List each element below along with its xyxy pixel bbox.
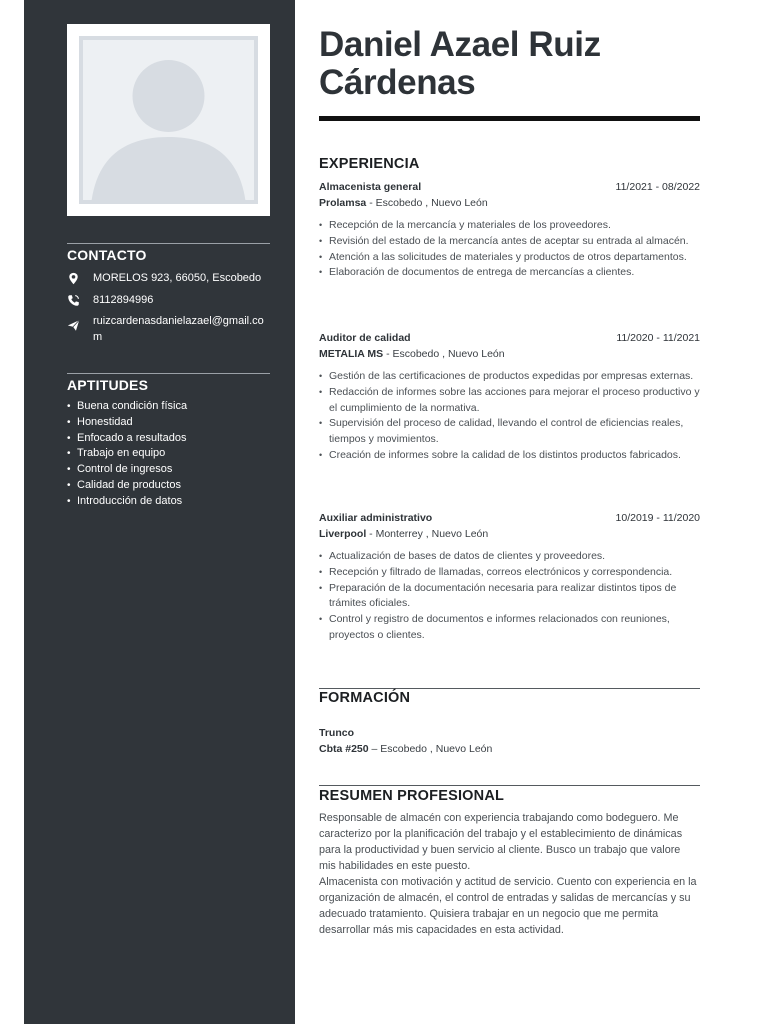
- contact-phone: [67, 292, 270, 308]
- job-dates: 11/2021 - 08/2022: [615, 181, 700, 193]
- skill-item: • Control de ingresos: [67, 462, 270, 478]
- phone-icon: [67, 292, 93, 308]
- experience-heading: EXPERIENCIA: [319, 156, 420, 172]
- summary-text: [319, 810, 700, 938]
- job-company: METALIA MS: [319, 348, 384, 360]
- job-duty: • Creación de informes sobre la calidad de los distintos productos fabricados.: [319, 448, 700, 464]
- education-school-line: [319, 741, 700, 757]
- contact-phone-text: 8112894996: [93, 294, 154, 306]
- job-duty: • Elaboración de documentos de entrega de mercancías a clientes.: [319, 265, 700, 281]
- skill-item: • Introducción de datos: [67, 494, 270, 510]
- profile-photo-frame: [67, 24, 270, 216]
- job-dates: 10/2019 - 11/2020: [615, 512, 700, 524]
- skill-item: • Enfocado a resultados: [67, 431, 270, 447]
- job-duties: [319, 218, 700, 281]
- candidate-name: [319, 26, 700, 102]
- job-duty: • Revisión del estado de la mercancía antes de aceptar su entrada al almacén.: [319, 234, 700, 250]
- job-duty: • Gestión de las certificaciones de productos expedidas por empresas externas.: [319, 369, 700, 385]
- summary-paragraph: Almacenista con motivación y actitud de servicio. Cuento con experiencia en la organización de almacén, el control de entradas y salidas de mercancías y su adecuado tratamiento. Quisiera trabajar en un negocio que me permita desarrollar más mis capacidades en esta actividad.: [319, 876, 697, 936]
- job-duty: • Redacción de informes sobre las acciones para mejorar el proceso productivo y el cumplimiento de la normativa.: [319, 385, 700, 417]
- summary-heading: RESUMEN PROFESIONAL: [319, 788, 505, 804]
- contact-address: [67, 270, 270, 286]
- job-duty: • Actualización de bases de datos de clientes y proveedores.: [319, 549, 700, 565]
- job-company: Liverpool: [319, 528, 367, 540]
- job-duty: • Preparación de la documentación necesaria para realizar distintos tipos de trámites oficiales.: [319, 581, 700, 613]
- paper-plane-icon: [67, 317, 93, 333]
- job-duty: • Control y registro de documentos e informes relacionados con reuniones, proyectos o clientes.: [319, 612, 700, 644]
- name-line-1: Daniel Azael Ruiz: [319, 25, 601, 64]
- education-heading: FORMACIÓN: [319, 690, 411, 706]
- summary-paragraph: Responsable de almacén con experiencia trabajando como bodeguero. Me caracterizo por la planificación del trabajo y el establecimiento de dinámicas para la productividad y buen servicio al cliente. Busco un trabajo que valore mis habilidades en este puesto.: [319, 812, 683, 872]
- summary-divider: [319, 785, 700, 786]
- contact-address-text: MORELOS 923, 66050, Escobedo: [93, 272, 262, 284]
- avatar-placeholder: [79, 36, 258, 204]
- job-duty: • Recepción de la mercancía y materiales de los proveedores.: [319, 218, 700, 234]
- contact-email-text[interactable]: ruizcardenasdanielazael@gmail.com: [93, 315, 264, 343]
- job-duty: • Supervisión del proceso de calidad, llevando el control de eficiencias reales, tiempos y movimientos.: [319, 416, 700, 448]
- job-duties: [319, 369, 700, 464]
- name-line-2: Cárdenas: [319, 63, 476, 102]
- job-location: - Escobedo , Nuevo León: [383, 348, 505, 360]
- job-company-line: [319, 346, 700, 362]
- job-dates: 11/2020 - 11/2021: [616, 332, 700, 344]
- job-company-line: [319, 526, 700, 542]
- contact-email[interactable]: [67, 313, 270, 345]
- job-location: - Escobedo , Nuevo León: [366, 197, 488, 209]
- education-divider: [319, 688, 700, 689]
- job-duty: • Recepción y filtrado de llamadas, correos electrónicos y correspondencia.: [319, 565, 700, 581]
- job-title: Almacenista general: [319, 181, 422, 193]
- location-pin-icon: [67, 270, 93, 286]
- job-company: Prolamsa: [319, 197, 367, 209]
- skill-item: • Calidad de productos: [67, 478, 270, 494]
- skill-item: • Buena condición física: [67, 399, 270, 415]
- skill-item: • Trabajo en equipo: [67, 446, 270, 462]
- job-location: - Monterrey , Nuevo León: [366, 528, 489, 540]
- job-duty: • Atención a las solicitudes de materiales y productos de otros departamentos.: [319, 250, 700, 266]
- job-entry: [319, 330, 700, 464]
- skills-list: [67, 399, 270, 510]
- job-company-line: [319, 195, 700, 211]
- skills-heading: APTITUDES: [67, 373, 270, 393]
- job-entry: [319, 179, 700, 281]
- job-title: Auxiliar administrativo: [319, 512, 433, 524]
- education-location: – Escobedo , Nuevo León: [368, 743, 493, 755]
- job-entry: [319, 510, 700, 644]
- skill-item: • Honestidad: [67, 415, 270, 431]
- contact-heading: CONTACTO: [67, 243, 270, 263]
- job-duties: [319, 549, 700, 644]
- education-degree: Trunco: [319, 727, 355, 739]
- user-silhouette-icon: [83, 40, 254, 200]
- name-divider: [319, 116, 700, 121]
- job-title: Auditor de calidad: [319, 332, 411, 344]
- education-entry: [319, 725, 700, 757]
- education-school: Cbta #250: [319, 743, 369, 755]
